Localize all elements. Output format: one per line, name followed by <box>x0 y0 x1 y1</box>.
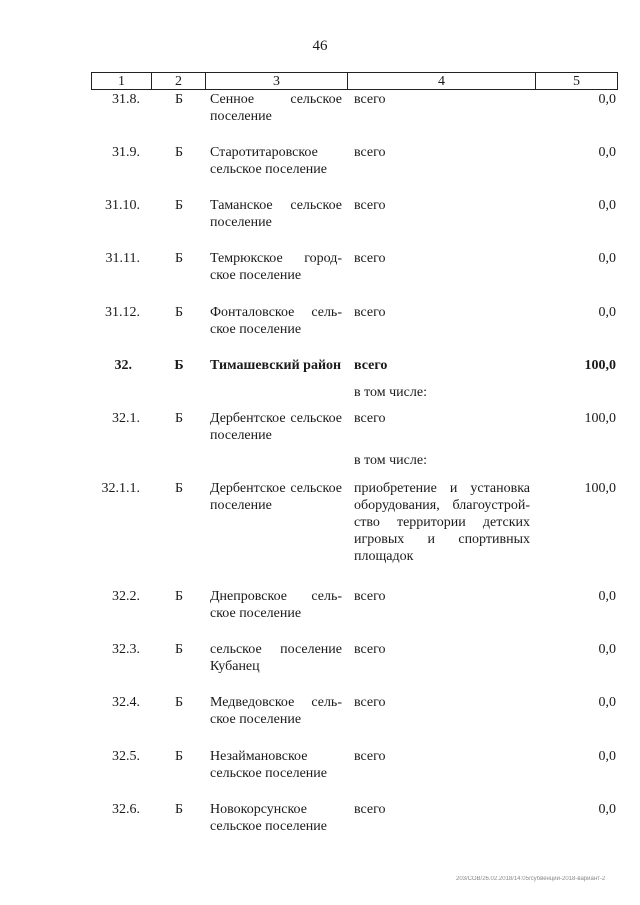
row-name: сельское поселение Кубанец <box>210 642 342 674</box>
row-value: 0,0 <box>598 92 616 107</box>
row-name: Медведовское сельское поселение <box>210 695 342 727</box>
row-description: всего <box>354 802 386 817</box>
row-number: 31.8. <box>112 92 140 107</box>
row-value: 100,0 <box>584 481 616 496</box>
row-number: 31.11. <box>105 251 140 266</box>
table-header-col-4: 4 <box>347 72 535 90</box>
row-description: всего <box>354 92 386 107</box>
row-value: 0,0 <box>598 589 616 604</box>
row-description: всего <box>354 749 386 764</box>
row-number: 32.1. <box>112 411 140 426</box>
row-description: всего <box>354 251 386 266</box>
row-value: 0,0 <box>598 749 616 764</box>
row-description: всего <box>354 695 386 710</box>
row-category: Б <box>174 92 184 107</box>
row-category: Б <box>174 589 184 604</box>
row-category: Б <box>174 642 184 657</box>
row-name: Незаймановское сельское поселение <box>210 749 327 781</box>
row-category: Б <box>174 695 184 710</box>
table-header-col-2: 2 <box>151 72 205 90</box>
subheading: в том числе: <box>354 453 427 468</box>
row-value: 0,0 <box>598 251 616 266</box>
row-description: всего <box>354 589 386 604</box>
row-name: Новокорсунское сельское поселение <box>210 802 327 834</box>
row-value: 100,0 <box>584 358 616 373</box>
subheading: в том числе: <box>354 385 427 400</box>
row-name: Таманское сельское поселение <box>210 198 342 230</box>
row-name: Темрюкское городское поселение <box>210 251 342 283</box>
row-description: всего <box>354 642 386 657</box>
row-number: 32.4. <box>112 695 140 710</box>
row-number: 32.2. <box>112 589 140 604</box>
row-category: Б <box>174 749 184 764</box>
row-number: 32.3. <box>112 642 140 657</box>
row-number: 32.5. <box>112 749 140 764</box>
row-category: Б <box>174 251 184 266</box>
row-name: Старотитаровское сельское поселение <box>210 145 327 177</box>
row-name: Фонталовское сельское поселение <box>210 305 342 337</box>
row-description: всего <box>354 198 386 213</box>
row-number: 31.12. <box>105 305 140 320</box>
row-category: Б <box>174 802 184 817</box>
row-number: 32.1.1. <box>101 481 140 496</box>
row-number: 32. <box>114 358 132 373</box>
table-header-col-3: 3 <box>205 72 347 90</box>
row-number: 31.10. <box>105 198 140 213</box>
row-name: Дербентское сельское поселение <box>210 481 342 513</box>
row-category: Б <box>174 481 184 496</box>
row-name: Тимашевский район <box>210 358 342 373</box>
row-value: 0,0 <box>598 305 616 320</box>
row-value: 0,0 <box>598 198 616 213</box>
row-description: всего <box>354 411 386 426</box>
row-category: Б <box>174 198 184 213</box>
row-description: всего <box>354 358 388 373</box>
row-name: Днепровское сельское поселение <box>210 589 342 621</box>
row-category: Б <box>174 145 184 160</box>
row-name: Дербентское сельское поселение <box>210 411 342 443</box>
row-category: Б <box>174 305 184 320</box>
table-header-col-5: 5 <box>535 72 618 90</box>
footer-filepath: 203/СОВ/26.02.2018/14:05/субвенции-2018-вариант-2 <box>456 876 606 882</box>
row-value: 0,0 <box>598 642 616 657</box>
row-number: 31.9. <box>112 145 140 160</box>
row-category: Б <box>174 358 184 373</box>
row-description: приобретение и установка оборудования, благоустройство территории детских игровых и спортивных площадок <box>354 481 530 564</box>
row-description: всего <box>354 305 386 320</box>
row-value: 100,0 <box>584 411 616 426</box>
row-name: Сенное сельское поселение <box>210 92 342 124</box>
table-header-col-1: 1 <box>91 72 151 90</box>
row-value: 0,0 <box>598 145 616 160</box>
row-value: 0,0 <box>598 695 616 710</box>
row-description: всего <box>354 145 386 160</box>
row-value: 0,0 <box>598 802 616 817</box>
row-category: Б <box>174 411 184 426</box>
row-number: 32.6. <box>112 802 140 817</box>
page-number: 46 <box>312 38 328 54</box>
